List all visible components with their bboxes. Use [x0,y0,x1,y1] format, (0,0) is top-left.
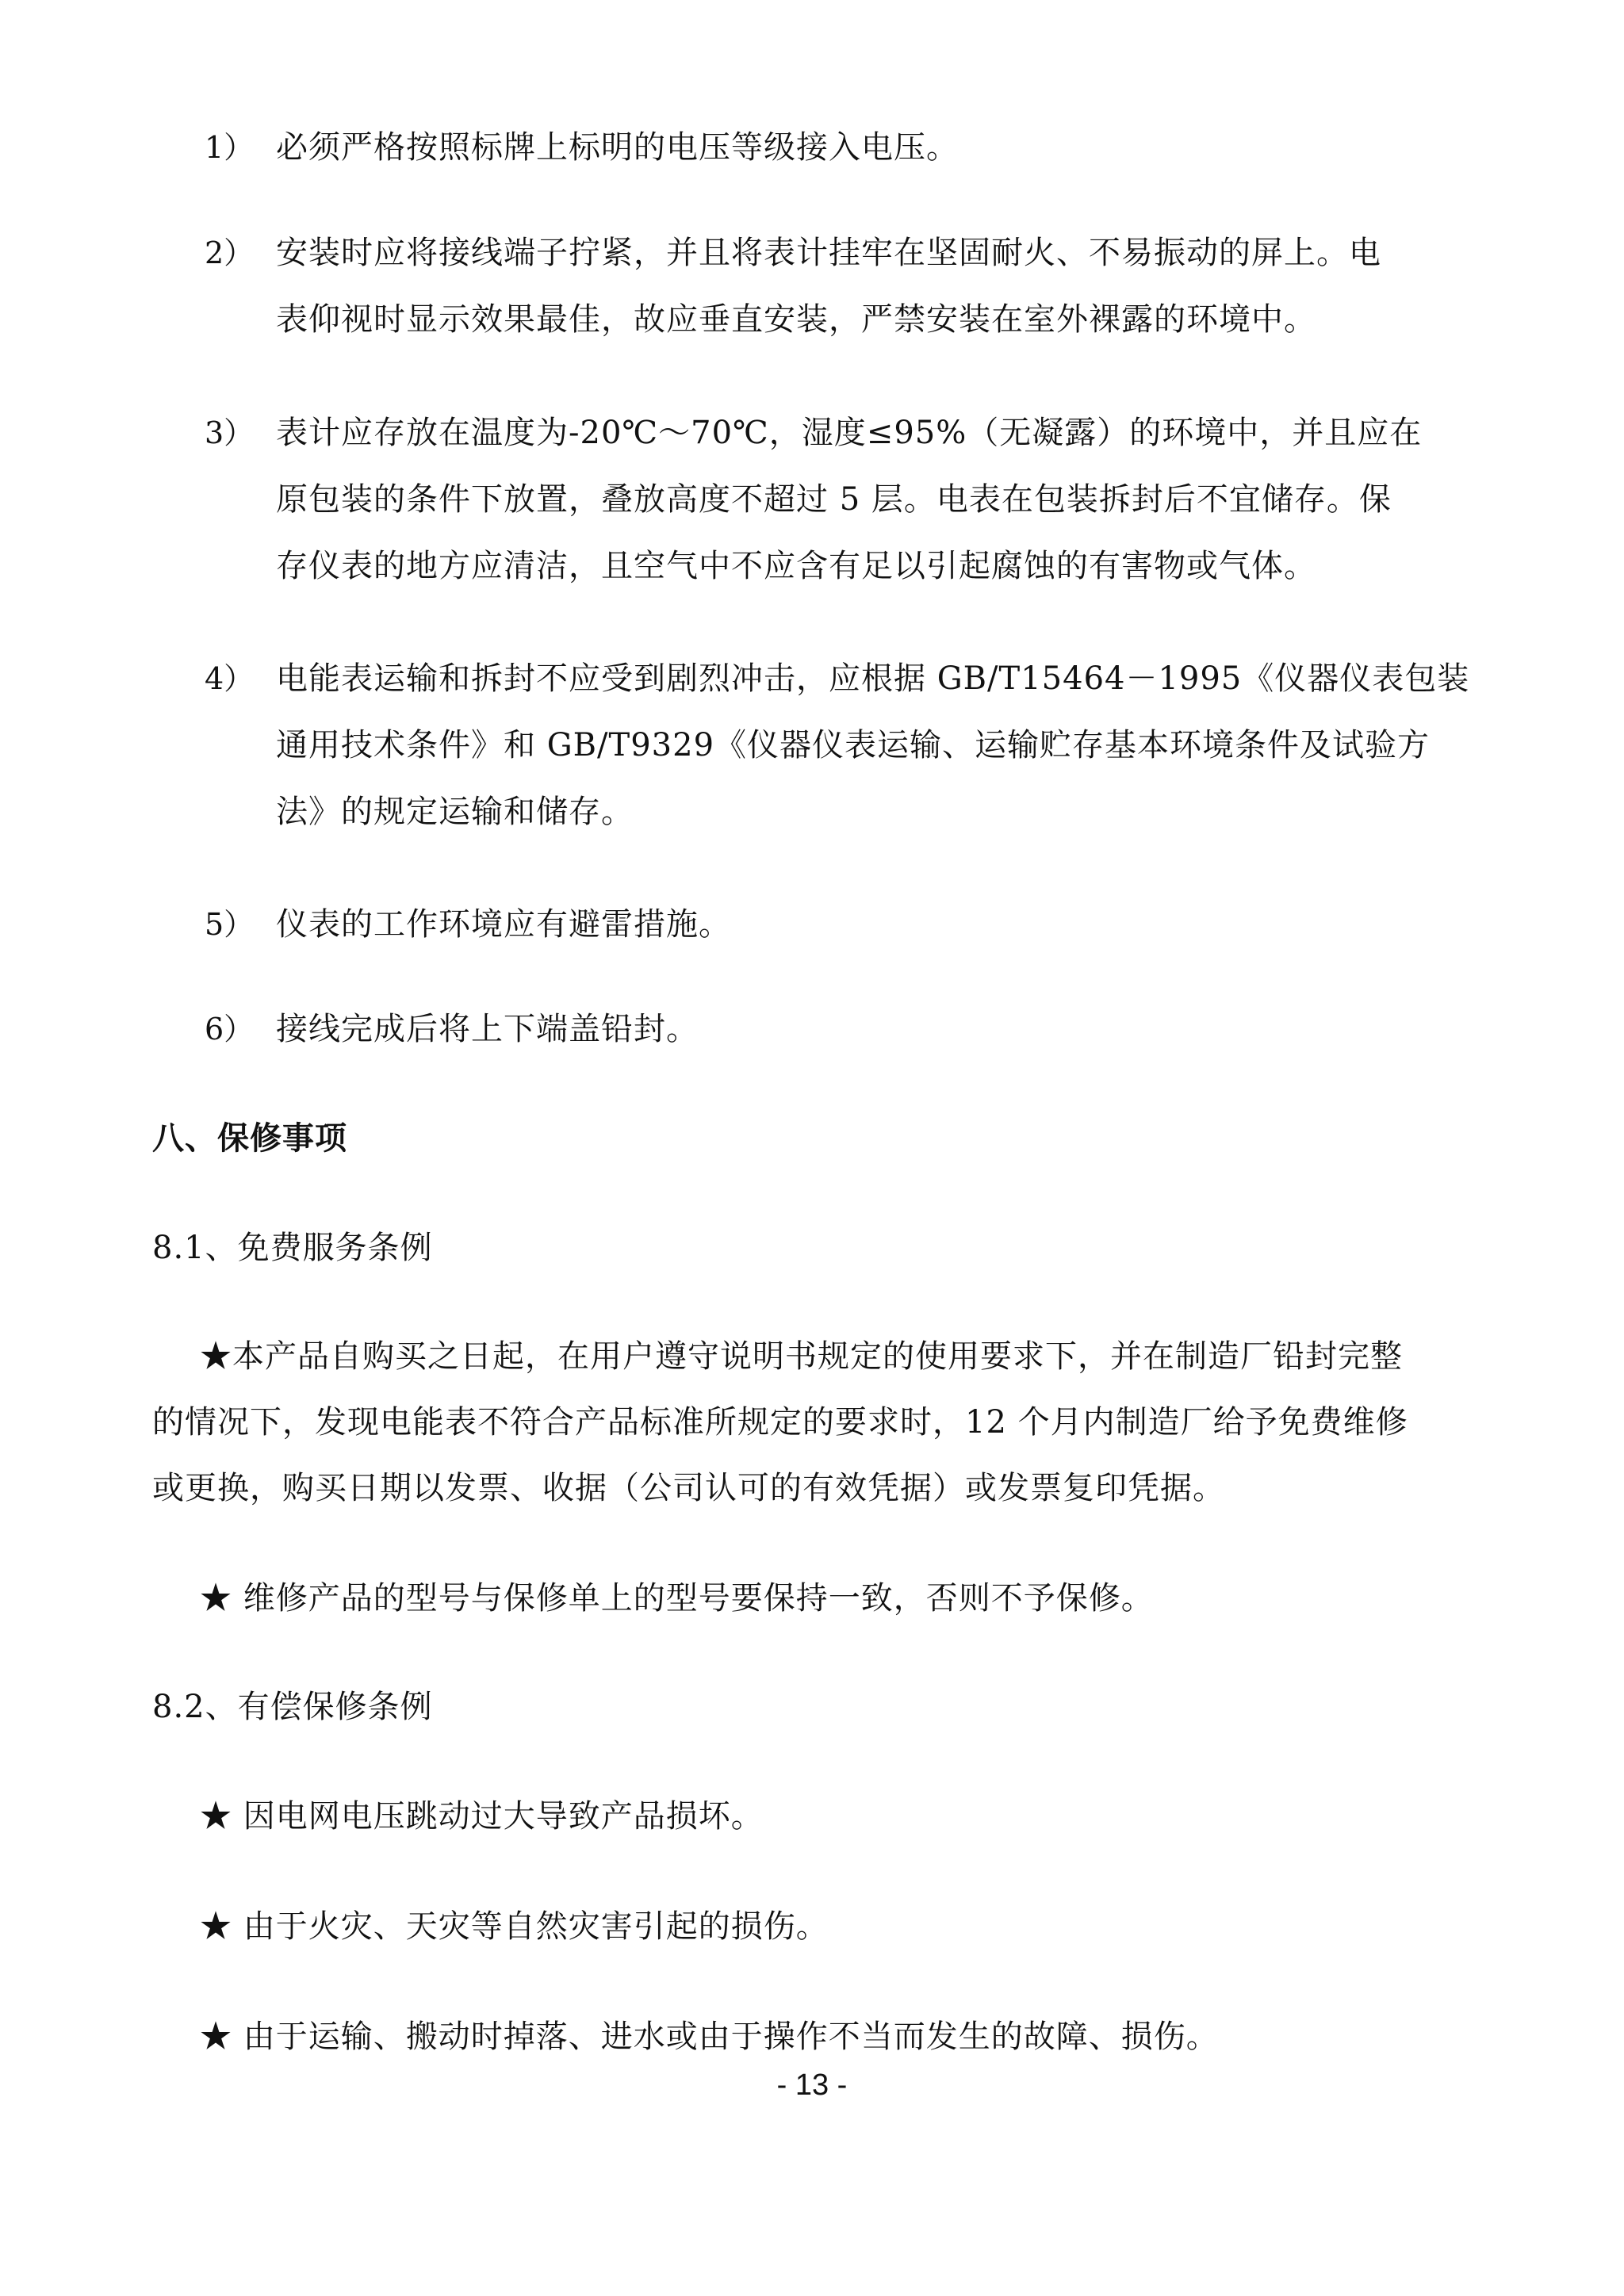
item-text-line: 必须严格按照标牌上标明的电压等级接入电压。 [276,129,959,166]
free-service-text: ★本产品自购买之日起，在用户遵守说明书规定的使用要求下，并在制造厂铅封完整 [200,1338,1403,1375]
item-text-line: 法》的规定运输和储存。 [276,794,634,830]
item-number: 5） [205,907,255,942]
page-number: - 13 - [776,2068,848,2102]
item-number: 2） [205,235,255,270]
item-text-line: 通用技术条件》和 GB/T9329《仪器仪表运输、运输贮存基本环境条件及试验方 [276,727,1431,763]
free-service-text: 的情况下，发现电能表不符合产品标准所规定的要求时，12 个月内制造厂给予免费维修 [152,1404,1408,1441]
item-text-line: 仪表的工作环境应有避雷措施。 [276,906,731,943]
paid-repair-item: ★ 由于运输、搬动时掉落、进水或由于操作不当而发生的故障、损伤。 [200,2019,1219,2055]
item-number: 4） [205,661,255,696]
item-text-line: 安装时应将接线端子拧紧，并且将表计挂牢在坚固耐火、不易振动的屏上。电 [276,235,1381,271]
subsection-title: 8.1、免费服务条例 [152,1230,433,1266]
item-number: 3） [205,415,255,450]
item-text-line: 原包装的条件下放置，叠放高度不超过 5 层。电表在包装拆封后不宜储存。保 [276,481,1392,518]
item-number: 6） [205,1012,255,1047]
paid-repair-item: ★ 由于火灾、天灾等自然灾害引起的损伤。 [200,1908,829,1945]
item-number: 1） [205,130,255,165]
item-text-line: 电能表运输和拆封不应受到剧烈冲击，应根据 GB/T15464－1995《仪器仪表包装 [276,660,1470,697]
free-service-note: ★ 维修产品的型号与保修单上的型号要保持一致，否则不予保修。 [200,1580,1154,1617]
paid-repair-item: ★ 因电网电压跳动过大导致产品损坏。 [200,1798,764,1835]
item-text-line: 存仪表的地方应清洁，且空气中不应含有足以引起腐蚀的有害物或气体。 [276,548,1316,584]
free-service-text: 或更换，购买日期以发票、收据（公司认可的有效凭据）或发票复印凭据。 [152,1470,1225,1506]
item-text-line: 表计应存放在温度为-20℃～70℃，湿度≤95%（无凝露）的环境中，并且应在 [276,415,1423,451]
item-text-line: 表仰视时显示效果最佳，故应垂直安装，严禁安装在室外裸露的环境中。 [276,301,1316,338]
item-text-line: 接线完成后将上下端盖铅封。 [276,1011,699,1047]
subsection-title: 8.2、有偿保修条例 [152,1689,433,1725]
section-title: 八、保修事项 [152,1120,347,1157]
